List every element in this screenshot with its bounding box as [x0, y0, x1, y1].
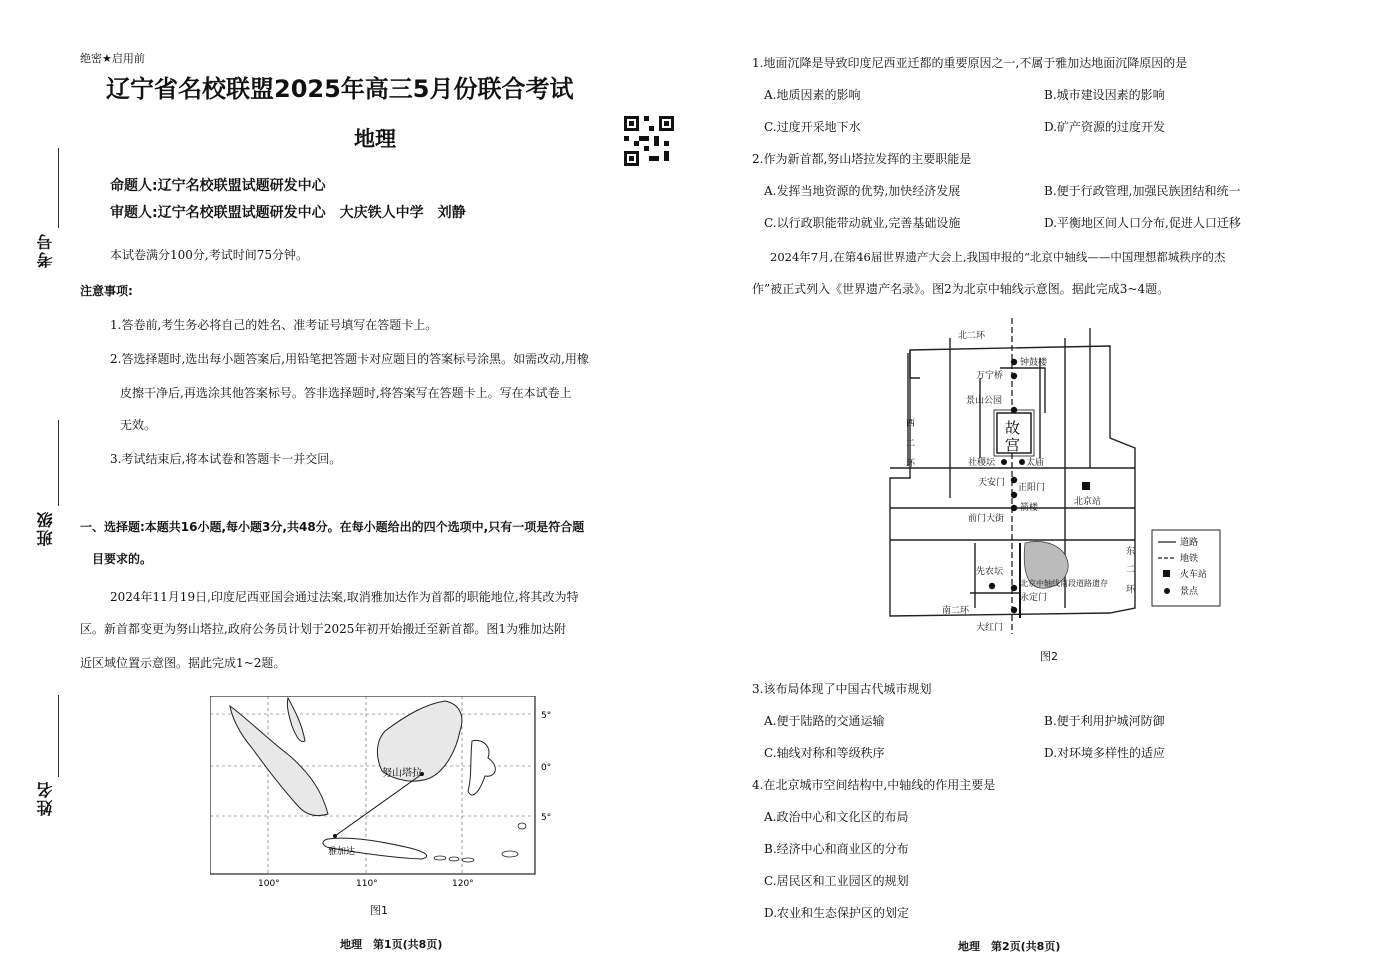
q4-stem: 4.在北京城市空间结构中,中轴线的作用主要是 [752, 778, 996, 792]
gugong-char-1: 故 [1005, 419, 1021, 437]
qr-code [624, 116, 674, 166]
author-line: 命题人:辽宁名校联盟试题研发中心 [110, 178, 326, 194]
q3-stem: 3.该布局体现了中国古代城市规划 [752, 682, 932, 696]
q2-stem: 2.作为新首都,努山塔拉发挥的主要职能是 [752, 152, 972, 166]
note-2c: 无效。 [120, 418, 157, 432]
lon-label-120: 120° [452, 879, 474, 889]
q2-option-c: C.以行政职能带动就业,完善基础设施 [764, 216, 961, 230]
class-line [58, 420, 59, 506]
q2-option-a: A.发挥当地资源的优势,加快经济发展 [764, 184, 961, 198]
exam-number-label: 考号 [36, 232, 55, 268]
lon-label-100: 100° [258, 879, 280, 889]
gugong-char-2: 宫 [1005, 436, 1021, 454]
section-heading-b: 目要求的。 [92, 552, 153, 566]
context-para-p2-2: 作”被正式列入《世界遗产名录》。图2为北京中轴线示意图。据此完成3~4题。 [752, 282, 1170, 296]
note-2a: 2.答选择题时,选出每小题答案后,用铅笔把答题卡对应题目的答案标号涂黑。如需改动,用橡 [110, 352, 589, 366]
q2-option-d: D.平衡地区间人口分布,促进人口迁移 [1044, 216, 1241, 230]
subject-title: 地理 [354, 127, 396, 151]
lat-label-5s: 5° [541, 813, 552, 823]
context-para-3: 近区域位置示意图。据此完成1~2题。 [80, 656, 286, 670]
label-yongdingmen: 永定门 [1020, 593, 1048, 603]
label-jingshan: 景山公园 [966, 396, 1003, 406]
q1-option-b: B.城市建设因素的影响 [1044, 88, 1165, 102]
label-taimiao: 太庙 [1026, 458, 1045, 468]
label-west-ring-2: 二 [906, 439, 916, 449]
legend-scenic-spot: 景点 [1180, 587, 1199, 597]
notes-title: 注意事项: [80, 284, 133, 298]
lat-label-0: 0° [541, 763, 552, 773]
label-south-2nd-ring: 南二环 [942, 606, 970, 616]
q4-option-d: D.农业和生态保护区的划定 [764, 906, 910, 920]
context-para-1: 2024年11月19日,印度尼西亚国会通过法案,取消雅加达作为首都的职能地位,将其改为特 [110, 590, 579, 604]
exam-title: 辽宁省名校联盟2025年高三5月份联合考试 [106, 75, 574, 103]
q1-option-d: D.矿产资源的过度开发 [1044, 120, 1166, 134]
label-ruins: 北京中轴线南段道路遗存 [1020, 579, 1108, 588]
lon-label-110: 110° [356, 879, 378, 889]
q3-option-a: A.便于陆路的交通运输 [764, 714, 885, 728]
q3-option-d: D.对环境多样性的适应 [1044, 746, 1166, 760]
label-jakarta: 雅加达 [328, 847, 356, 857]
label-nusantara: 努山塔拉 [382, 768, 422, 779]
map-legend [1152, 530, 1220, 606]
label-sheji: 社稷坛 [968, 458, 996, 468]
section-heading-a: 一、选择题:本题共16小题,每小题3分,共48分。在每小题给出的四个选项中,只有一项是符合题 [80, 520, 585, 534]
label-east-ring-1: 东 [1126, 547, 1136, 557]
exam-info: 本试卷满分100分,考试时间75分钟。 [110, 248, 308, 262]
q2-option-b: B.便于行政管理,加强民族团结和统一 [1044, 184, 1241, 198]
note-3: 3.考试结束后,将本试卷和答题卡一并交回。 [110, 452, 342, 466]
context-para-2: 区。新首都变更为努山塔拉,政府公务员计划于2025年初开始搬迁至新首都。图1为雅加达附 [80, 622, 566, 636]
page-2-footer: 地理 第2页(共8页) [958, 940, 1061, 953]
label-west-ring-3: 环 [906, 459, 916, 469]
q1-stem: 1.地面沉降是导致印度尼西亚迁都的重要原因之一,不属于雅加达地面沉降原因的是 [752, 56, 1188, 70]
q3-option-c: C.轴线对称和等级秩序 [764, 746, 885, 760]
label-bell-tower: 钟鼓楼 [1020, 358, 1048, 368]
label-east-ring-2: 二 [1126, 565, 1136, 575]
figure-1-caption: 图1 [370, 904, 388, 917]
map-figure-2 [880, 318, 1230, 634]
legend-subway: 地铁 [1180, 554, 1199, 564]
label-west-ring-1: 西 [906, 419, 916, 429]
name-line [58, 695, 59, 777]
q3-option-b: B.便于利用护城河防御 [1044, 714, 1165, 728]
label-wanning-bridge: 万宁桥 [976, 371, 1004, 381]
figure-2-caption: 图2 [1040, 650, 1058, 663]
note-2b: 皮擦干净后,再选涂其他答案标号。答非选择题时,将答案写在答题卡上。写在本试卷上 [120, 386, 572, 400]
exam-number-line [58, 148, 59, 228]
context-para-p2-1: 2024年7月,在第46届世界遗产大会上,我国申报的“北京中轴线——中国理想都城秩序的杰 [770, 250, 1226, 264]
label-qianmen-street: 前门大街 [968, 514, 1005, 524]
class-label: 班级 [36, 510, 55, 546]
note-1: 1.答卷前,考生务必将自己的姓名、准考证号填写在答题卡上。 [110, 318, 438, 332]
label-dahongmen: 大红门 [976, 623, 1004, 633]
q1-option-a: A.地质因素的影响 [764, 88, 861, 102]
label-jianlou: 箭楼 [1020, 503, 1039, 513]
q4-option-b: B.经济中心和商业区的分布 [764, 842, 909, 856]
lat-label-5n: 5° [541, 711, 552, 721]
legend-train-station: 火车站 [1180, 570, 1208, 580]
label-east-ring-3: 环 [1126, 585, 1136, 595]
map-figure-1 [210, 696, 560, 892]
name-label: 姓名 [36, 780, 55, 816]
label-zhengyangmen: 正阳门 [1018, 483, 1046, 493]
legend-road: 道路 [1180, 538, 1199, 548]
beijing-station-icon [1082, 482, 1090, 490]
reviewer-line: 审题人:辽宁名校联盟试题研发中心 大庆铁人中学 刘静 [110, 205, 466, 221]
q4-option-c: C.居民区和工业园区的规划 [764, 874, 909, 888]
label-beijing-station: 北京站 [1074, 497, 1102, 507]
secret-mark: 绝密★启用前 [80, 52, 145, 65]
q4-option-a: A.政治中心和文化区的布局 [764, 810, 909, 824]
label-north-2nd-ring: 北二环 [958, 331, 986, 341]
page-1-footer: 地理 第1页(共8页) [340, 938, 443, 951]
q1-option-c: C.过度开采地下水 [764, 120, 861, 134]
label-xiannong: 先农坛 [976, 567, 1004, 577]
label-tiananmen: 天安门 [978, 478, 1006, 488]
